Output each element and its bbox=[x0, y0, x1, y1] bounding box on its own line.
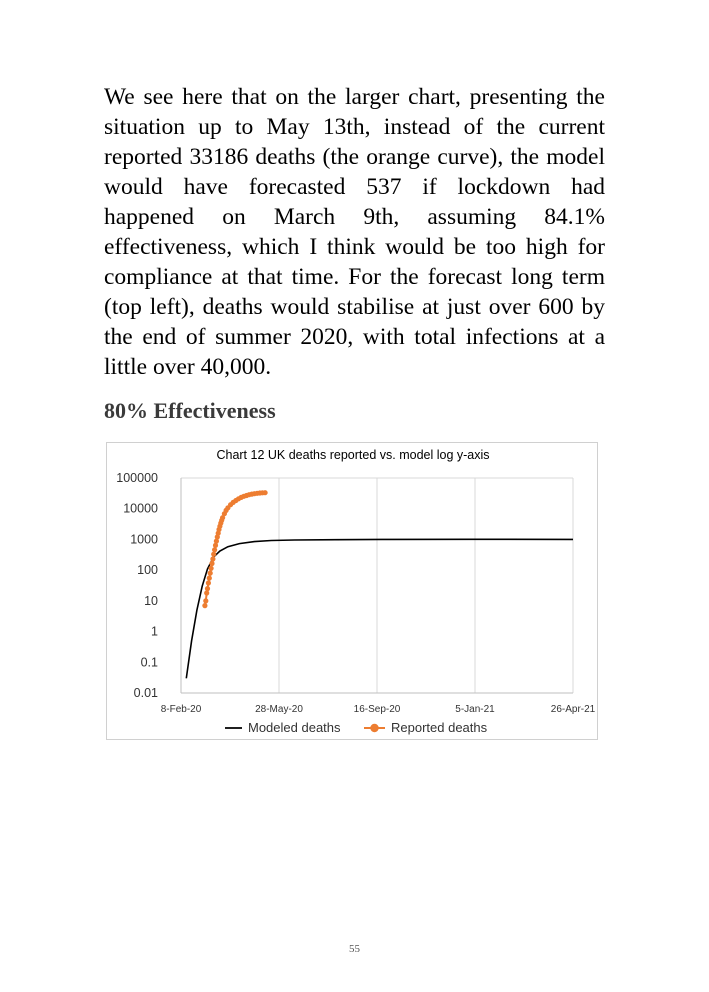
body-paragraph: We see here that on the larger chart, presenting the situation up to May 13th, instead of the current reported 33186 deaths (the orange curve), the model would have forecasted 537 if lockdown had happened on March 9th, assuming 84.1% effectiveness, which I think would be too high for compliance at that time. For the forecast long term (top left), deaths would stabilise at just over 600 by the end of summer 2020, with total infections at a little over 40,000. bbox=[104, 84, 605, 380]
y-tick-label: 1000 bbox=[130, 532, 158, 547]
y-tick-label: 10 bbox=[144, 593, 158, 608]
reported-deaths-point bbox=[209, 561, 214, 566]
page-number: 55 bbox=[349, 943, 360, 955]
x-tick-label: 16-Sep-20 bbox=[353, 704, 401, 715]
series-line-modeled-deaths bbox=[186, 539, 573, 678]
x-tick-label: 8-Feb-20 bbox=[160, 704, 202, 715]
x-tick-label: 5-Jan-21 bbox=[455, 704, 495, 715]
y-tick-label: 10000 bbox=[123, 501, 158, 516]
reported-deaths-point bbox=[263, 490, 268, 495]
y-tick-label: 0.1 bbox=[140, 655, 158, 670]
chart-svg bbox=[107, 443, 599, 741]
reported-deaths-point bbox=[210, 556, 215, 561]
y-tick-label: 100 bbox=[137, 563, 158, 578]
legend-label-reported: Reported deaths bbox=[391, 720, 488, 735]
legend-swatch-reported-marker bbox=[370, 724, 378, 732]
reported-deaths-point bbox=[211, 552, 216, 557]
reported-deaths-point bbox=[203, 598, 208, 603]
reported-deaths-point bbox=[204, 590, 209, 595]
reported-deaths-point bbox=[208, 571, 213, 576]
reported-deaths-point bbox=[209, 566, 214, 571]
x-tick-label: 28-May-20 bbox=[255, 704, 303, 715]
reported-deaths-point bbox=[212, 547, 217, 552]
reported-deaths-point bbox=[202, 603, 207, 608]
reported-deaths-point bbox=[206, 580, 211, 585]
y-tick-label: 100000 bbox=[116, 471, 158, 485]
section-heading: 80% Effectiveness bbox=[104, 398, 276, 423]
reported-deaths-point bbox=[213, 543, 218, 548]
y-tick-label: 1 bbox=[151, 624, 158, 639]
legend-label-modeled: Modeled deaths bbox=[248, 720, 341, 735]
reported-deaths-point bbox=[207, 576, 212, 581]
chart-container bbox=[106, 442, 598, 740]
y-tick-label: 0.01 bbox=[133, 686, 158, 700]
chart-title: Chart 12 UK deaths reported vs. model log y-axis bbox=[216, 448, 490, 462]
reported-deaths-point bbox=[205, 586, 210, 591]
x-tick-label: 26-Apr-21 bbox=[550, 704, 596, 715]
